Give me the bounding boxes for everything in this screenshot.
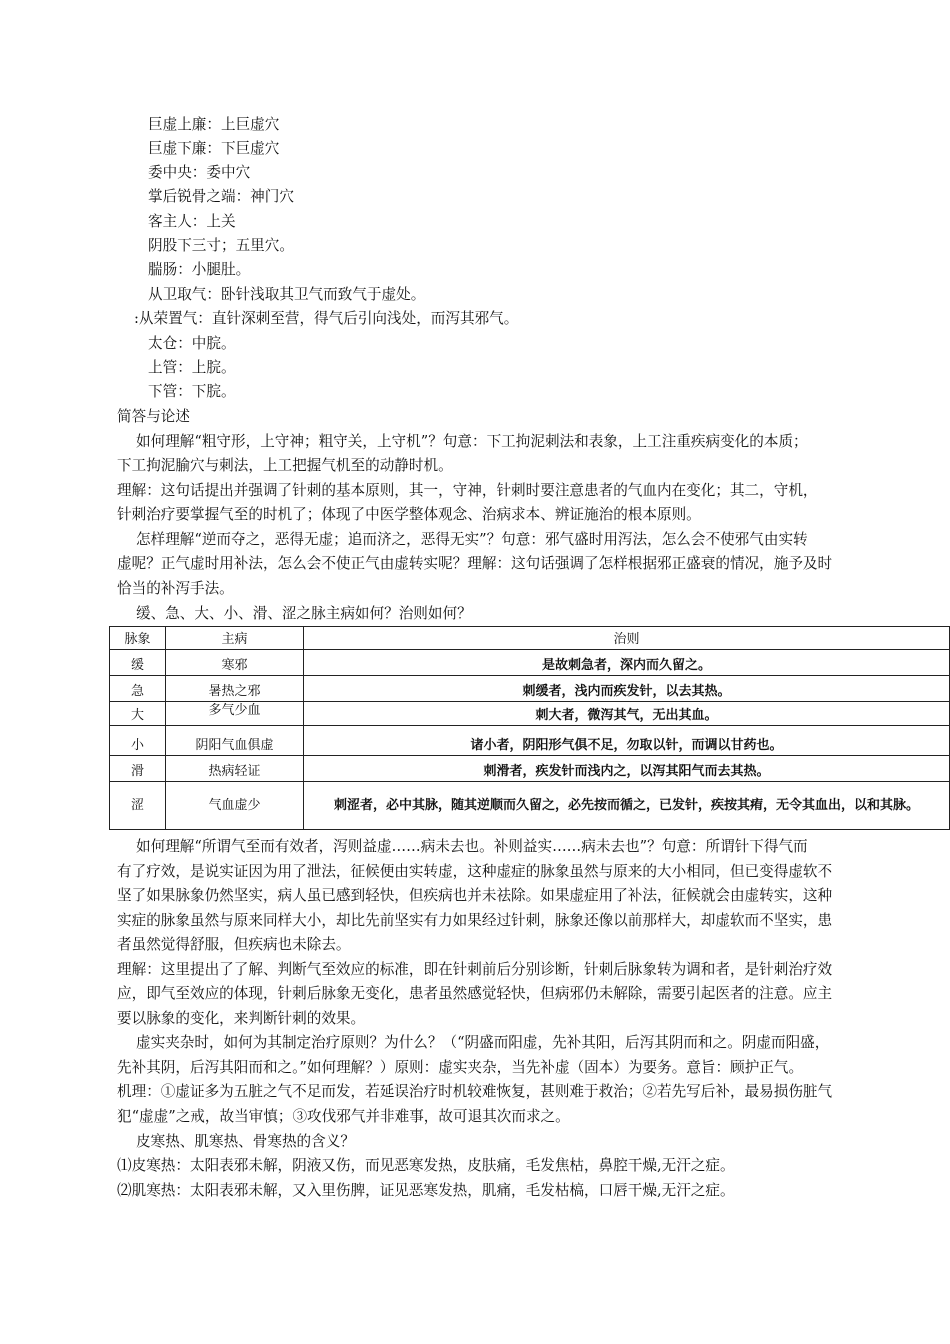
section-heading: 简答与论述 [117, 408, 190, 425]
glossary-line: 腨肠：小腿肚。 [148, 261, 251, 278]
pulse-treatment-table [109, 626, 950, 830]
treatment-cell: 刺滑者，疾发针而浅内之，以泻其阳气而去其热。 [304, 756, 950, 782]
treatment-cell: 刺大者，微泻其气，无出其血。 [304, 702, 950, 726]
table-row [110, 650, 950, 676]
table-row [110, 726, 950, 756]
paragraph-line: 机理：①虚证多为五脏之气不足而发，若延误治疗时机较难恢复，甚则难于救治；②若先写后补，最易损伤脏气 [117, 1083, 833, 1100]
pulse-cell: 小 [110, 726, 166, 756]
disease-cell: 多气少血 [166, 702, 304, 726]
paragraph-line: 理解：这句话提出并强调了针刺的基本原则，其一，守神，针刺时要注意患者的气血内在变化；其二，守机， [117, 482, 818, 499]
glossary-line: 巨虚下廉：下巨虚穴 [148, 140, 280, 157]
paragraph-line: 实症的脉象虽然与原来同样大小，却比先前坚实有力如果经过针刺，脉象还像以前那样大，却虚软而不坚实，患 [117, 912, 833, 929]
treatment-cell: 诸小者，阴阳形气俱不足，勿取以针，而调以甘药也。 [304, 726, 950, 756]
disease-cell: 暑热之邪 [166, 676, 304, 702]
paragraph-line: 皮寒热、肌寒热、骨寒热的含义？ [136, 1133, 355, 1150]
paragraph-line: 坚了如果脉象仍然坚实，病人虽已感到轻快，但疾病也并未祛除。如果虚症用了补法，征候就会由虚转实，这种 [117, 887, 833, 904]
treatment-cell: 刺缓者，浅内而疾发针，以去其热。 [304, 676, 950, 702]
table-header-row [110, 627, 950, 650]
glossary-line: 巨虚上廉：上巨虚穴 [148, 116, 280, 133]
paragraph-line: 理解：这里提出了了解、判断气至效应的标准，即在针刺前后分别诊断，针刺后脉象转为调和者，是针刺治疗效 [117, 961, 833, 978]
pulse-cell: 涩 [110, 782, 166, 830]
pulse-cell: 缓 [110, 650, 166, 676]
treatment-cell: 是故刺急者，深内而久留之。 [304, 650, 950, 676]
paragraph-line: 虚实夹杂时，如何为其制定治疗原则？为什么？（“阴盛而阳虚，先补其阳，后泻其阴而和之。阴虚而阳盛， [136, 1034, 830, 1051]
table-question: 缓、急、大、小、滑、涩之脉主病如何？治则如何？ [136, 605, 472, 622]
glossary-line: 委中央：委中穴 [148, 164, 251, 181]
glossary-line: 阴股下三寸；五里穴。 [148, 237, 294, 254]
paragraph-line: 怎样理解“逆而夺之，恶得无虚；追而济之，恶得无实”？句意：邪气盛时用泻法，怎么会不使邪气由实转 [136, 531, 808, 548]
glossary-line: :从荣置气：直针深刺至营，得气后引向浅处，而泻其邪气。 [134, 310, 519, 327]
header-disease: 主病 [166, 627, 304, 650]
paragraph-line: 恰当的补泻手法。 [117, 580, 234, 597]
glossary-line: 下管：下脘。 [148, 383, 236, 400]
table-row [110, 782, 950, 830]
pulse-cell: 滑 [110, 756, 166, 782]
glossary-line: 太仓：中脘。 [148, 335, 236, 352]
paragraph-line: 先补其阴，后泻其阳而和之。”如何理解？）原则：虚实夹杂，当先补虚（固本）为要务。意旨：顾护正气。 [117, 1059, 804, 1076]
glossary-line: 从卫取气：卧针浅取其卫气而致气于虚处。 [148, 286, 426, 303]
paragraph-line: 要以脉象的变化，来判断针刺的效果。 [117, 1010, 366, 1027]
glossary-line: 客主人：上关 [148, 213, 236, 230]
disease-cell: 气血虚少 [166, 782, 304, 830]
paragraph-line: 如何理解“粗守形，上守神；粗守关，上守机”？句意：下工拘泥刺法和表象，上工注重疾病变化的本质； [136, 433, 808, 450]
header-treatment: 治则 [304, 627, 950, 650]
treatment-cell: 刺涩者，必中其脉，随其逆顺而久留之，必先按而循之，已发针，疾按其痏，无令其血出，以和其脉。 [304, 782, 950, 830]
pulse-cell: 大 [110, 702, 166, 726]
disease-cell: 阴阳气血俱虚 [166, 726, 304, 756]
table-row [110, 702, 950, 726]
paragraph-line: 应，即气至效应的体现，针刺后脉象无变化，患者虽然感觉轻快，但病邪仍未解除，需要引起医者的注意。应主 [117, 985, 833, 1002]
disease-cell: 寒邪 [166, 650, 304, 676]
paragraph-line: 犯“虚虚”之戒，故当审慎；③攻伐邪气并非难事，故可退其次而求之。 [117, 1108, 570, 1125]
paragraph-line: ⑵肌寒热：太阳表邪未解，又入里伤脾，证见恶寒发热，肌痛，毛发枯槁，口唇干燥,无汗之症。 [117, 1182, 735, 1199]
paragraph-line: 有了疗效，是说实证因为用了泄法，征候便由实转虚，这种虚症的脉象虽然与原来的大小相同，但已变得虚软不 [117, 863, 833, 880]
paragraph-line: 如何理解“所谓气至而有效者，泻则益虚……病未去也。补则益实……病未去也”？句意：所谓针下得气而 [136, 838, 808, 855]
glossary-line: 上管：上脘。 [148, 359, 236, 376]
paragraph-line: 者虽然觉得舒服，但疾病也未除去。 [117, 936, 351, 953]
header-pulse: 脉象 [110, 627, 166, 650]
pulse-cell: 急 [110, 676, 166, 702]
table-row [110, 756, 950, 782]
table-row [110, 676, 950, 702]
paragraph-line: 下工拘泥腧穴与刺法，上工把握气机至的动静时机。 [117, 457, 453, 474]
paragraph-line: ⑴皮寒热：太阳表邪未解，阴液又伤，而见恶寒发热，皮肤痛，毛发焦枯，鼻腔干燥,无汗之症。 [117, 1157, 735, 1174]
disease-cell: 热病轻证 [166, 756, 304, 782]
paragraph-line: 虚呢？正气虚时用补法，怎么会不使正气由虚转实呢？理解：这句话强调了怎样根据邪正盛衰的情况，施予及时 [117, 555, 833, 572]
glossary-line: 掌后锐骨之端：神门穴 [148, 188, 294, 205]
paragraph-line: 针刺治疗要掌握气至的时机了；体现了中医学整体观念、治病求本、辨证施治的根本原则。 [117, 506, 701, 523]
